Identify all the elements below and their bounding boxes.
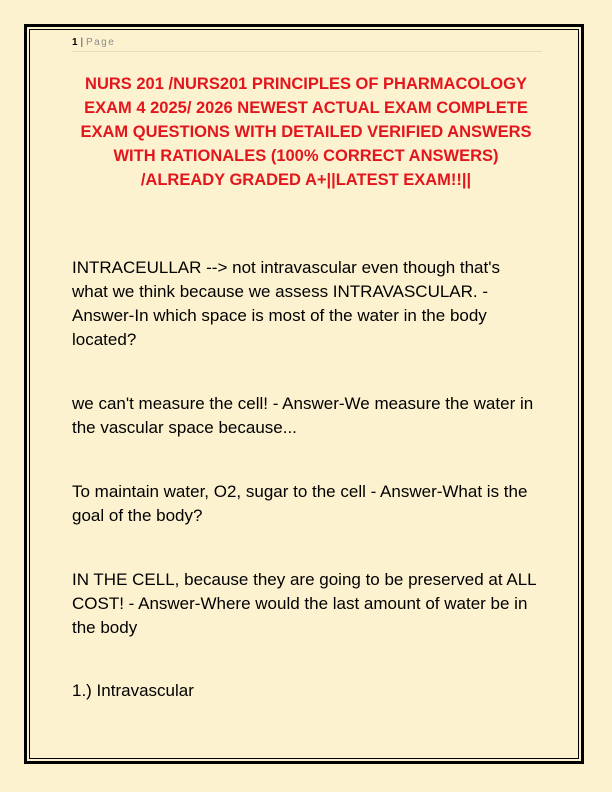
page-label: Page [85,37,116,48]
qa-entry-4: IN THE CELL, because they are going to be preserved at ALL COST! - Answer-Where would the last amount of water be in the body [72,570,537,637]
qa-entry-1: INTRACEULLAR --> not intravascular even though that's what we think because we assess INTRAVASCULAR. - Answer-In which space is most of the water in the body located? [72,258,500,349]
qa-entry-5: 1.) Intravascular [72,681,194,700]
qa-entry-3: To maintain water, O2, sugar to the cell - Answer-What is the goal of the body? [72,482,528,525]
page-number: 1 [72,37,78,48]
page-header [72,36,542,52]
page-header-separator: | [80,37,84,48]
document-title: NURS 201 /NURS201 PRINCIPLES OF PHARMACOLOGY EXAM 4 2025/ 2026 NEWEST ACTUAL EXAM COMPLETE EXAM QUESTIONS WITH DETAILED VERIFIED ANSWERS WITH RATIONALES (100% CORRECT ANSWERS) /ALREADY GRADED A+||LATEST EXAM!!|| [80,75,532,189]
qa-entry-2: we can't measure the cell! - Answer-We measure the water in the vascular space because... [72,394,534,437]
